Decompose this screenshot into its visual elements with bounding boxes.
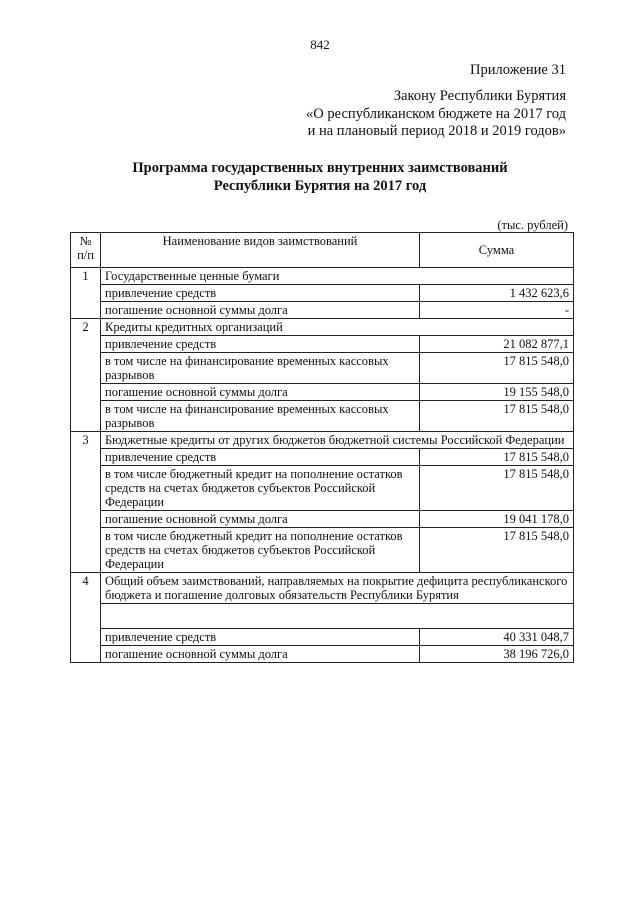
document-title (0, 160, 640, 195)
section-title: Кредиты кредитных организаций (101, 319, 574, 336)
row-sum: 17 815 548,0 (420, 466, 574, 511)
row-sum: 19 041 178,0 (420, 511, 574, 528)
title-line: Программа государственных внутренних заимствований (132, 160, 508, 176)
title-line: Республики Бурятия на 2017 год (213, 177, 427, 194)
row-name: погашение основной суммы долга (101, 511, 420, 528)
row-sum: 19 155 548,0 (420, 384, 574, 401)
section-number: 3 (71, 432, 101, 573)
table-row (71, 449, 574, 466)
row-name: привлечение средств (101, 629, 420, 646)
borrowing-table (70, 232, 574, 663)
row-name: привлечение средств (101, 336, 420, 353)
section-title: Общий объем заимствований, направляемых на покрытие дефицита республиканского бюджета и погашение долговых обязательств Республики Бурятия (101, 573, 574, 604)
table-row (71, 401, 574, 432)
law-line: «О республиканском бюджете на 2017 год (306, 105, 566, 122)
row-sum: 17 815 548,0 (420, 353, 574, 384)
section-row (71, 319, 574, 336)
table-row (71, 302, 574, 319)
row-name: в том числе на финансирование временных кассовых разрывов (101, 401, 420, 432)
spacer-row (71, 604, 574, 629)
row-name: погашение основной суммы долга (101, 646, 420, 663)
section-number: 1 (71, 268, 101, 319)
row-sum: 1 432 623,6 (420, 285, 574, 302)
row-sum: 38 196 726,0 (420, 646, 574, 663)
units-label: (тыс. рублей) (497, 218, 568, 232)
row-name: в том числе бюджетный кредит на пополнение остатков средств на счетах бюджетов субъектов Российской Федерации (101, 528, 420, 573)
section-title: Бюджетные кредиты от других бюджетов бюджетной системы Российской Федерации (101, 432, 574, 449)
law-line: Закону Республики Бурятия (393, 88, 566, 104)
appendix-label: Приложение 31 (470, 62, 566, 78)
row-name: в том числе бюджетный кредит на пополнение остатков средств на счетах бюджетов субъектов Российской Федерации (101, 466, 420, 511)
section-title: Государственные ценные бумаги (101, 268, 574, 285)
row-sum: 17 815 548,0 (420, 449, 574, 466)
table-row (71, 511, 574, 528)
header-name: Наименование видов заимствований (101, 233, 420, 268)
page-number: 842 (310, 37, 330, 52)
table-row (71, 629, 574, 646)
table-row (71, 285, 574, 302)
row-name: в том числе на финансирование временных кассовых разрывов (101, 353, 420, 384)
row-sum: 21 082 877,1 (420, 336, 574, 353)
section-number: 4 (71, 573, 101, 663)
table-header-row (71, 233, 574, 268)
section-row (71, 432, 574, 449)
section-number: 2 (71, 319, 101, 432)
row-sum: 17 815 548,0 (420, 528, 574, 573)
section-row (71, 268, 574, 285)
row-sum: - (420, 302, 574, 319)
law-reference (306, 88, 566, 141)
table-row (71, 528, 574, 573)
table-row (71, 336, 574, 353)
row-sum: 40 331 048,7 (420, 629, 574, 646)
header-sum: Сумма (420, 233, 574, 268)
row-name: привлечение средств (101, 449, 420, 466)
header-no: № п/п (71, 233, 101, 268)
table-row (71, 646, 574, 663)
row-sum: 17 815 548,0 (420, 401, 574, 432)
spacer-cell (101, 604, 574, 629)
row-name: привлечение средств (101, 285, 420, 302)
table-row (71, 466, 574, 511)
row-name: погашение основной суммы долга (101, 384, 420, 401)
table-row (71, 384, 574, 401)
table-row (71, 353, 574, 384)
row-name: погашение основной суммы долга (101, 302, 420, 319)
law-line: и на плановый период 2018 и 2019 годов» (307, 123, 566, 139)
section-row (71, 573, 574, 604)
